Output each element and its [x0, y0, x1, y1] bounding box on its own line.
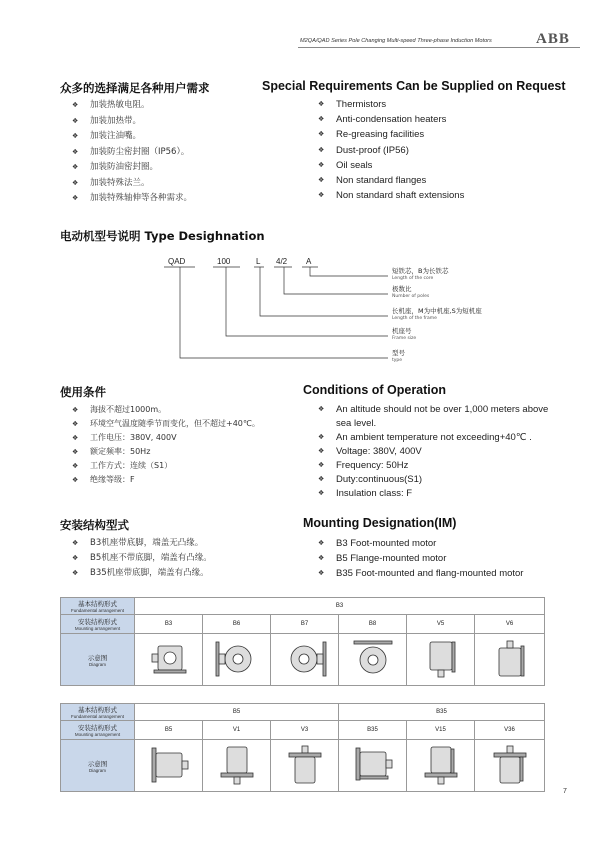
mounting-title-en: Mounting Designation(IM)	[303, 516, 457, 530]
t1-col-b3: B3	[135, 615, 203, 634]
diagram-b8-icon	[339, 634, 407, 686]
list-item: ❖ Thermistors	[318, 97, 464, 112]
type-label-type: 型号 type	[392, 349, 405, 363]
t2-col-b5: B5	[135, 721, 203, 740]
list-item: ❖ 工作方式：连续（S1）	[72, 459, 282, 473]
list-item: ❖ 环境空气温度随季节而变化，但不超过+40℃。	[72, 417, 282, 431]
list-item: ❖ An ambient temperature not exceeding+40℃ .	[318, 431, 553, 445]
special-title-cn: 众多的选择满足各种用户需求	[60, 81, 210, 95]
list-item: ❖ 工作电压：380V, 400V	[72, 431, 282, 445]
type-code-core: A	[306, 257, 312, 266]
conditions-list-cn	[72, 403, 282, 487]
t1-col-v5: V5	[407, 615, 475, 634]
list-item: ❖ Voltage: 380V, 400V	[318, 445, 553, 459]
mounting-table-b5-b35	[60, 703, 545, 792]
diagram-b3-icon	[135, 634, 203, 686]
t2-col-v1: V1	[203, 721, 271, 740]
type-label-frame-size: 机座号 Frame size	[392, 327, 417, 341]
t2-col-b35: B35	[339, 721, 407, 740]
diagram-b35-icon	[339, 740, 407, 792]
conditions-title-cn: 使用条件	[60, 385, 106, 399]
list-item: ❖ Duty:continuous(S1)	[318, 473, 553, 487]
list-item: ❖ B3机座带底脚，端盖无凸缘。	[72, 536, 212, 551]
diagram-v15-icon	[407, 740, 475, 792]
list-item: ❖ Dust-proof (IP56)	[318, 143, 464, 158]
t1-group-b3: B3	[135, 598, 545, 615]
type-code-poles: 4/2	[276, 257, 288, 266]
t1-col-v6: V6	[475, 615, 545, 634]
diagram-v1-icon	[203, 740, 271, 792]
special-title-en: Special Requirements Can be Supplied on Request	[262, 79, 566, 93]
list-item: ❖ Non standard flanges	[318, 173, 464, 188]
t1-row-mounting-label: 安装结构形式 Mounting arrangement	[61, 615, 135, 634]
t1-col-b6: B6	[203, 615, 271, 634]
mounting-title-cn: 安装结构型式	[60, 518, 129, 532]
t1-row-diagram-label: 示意图 Diagram	[61, 634, 135, 686]
list-item: ❖ B5机座不带底脚，端盖有凸缘。	[72, 551, 212, 566]
t2-col-v15: V15	[407, 721, 475, 740]
list-item: ❖ B35 Foot-mounted and flang-mounted motor	[318, 566, 523, 581]
list-item: ❖ Insulation class: F	[318, 487, 553, 501]
abb-logo: ABB	[536, 31, 570, 47]
t2-group-b5: B5	[135, 704, 339, 721]
t2-row-diagram-label: 示意图 Diagram	[61, 740, 135, 792]
type-code-qad: QAD	[168, 257, 186, 266]
type-label-poles: 极数比 Number of poles	[392, 285, 430, 299]
t1-row-fundamental-label: 基本结构形式 Fundamental arrangement	[61, 598, 135, 615]
list-item: ❖ 加装防油密封圈。	[72, 160, 192, 176]
list-item: ❖ B5 Flange-mounted motor	[318, 551, 523, 566]
type-title: 电动机型号说明 Type Desighnation	[60, 229, 265, 243]
t2-col-v36: V36	[475, 721, 545, 740]
diagram-v36-icon	[475, 740, 545, 792]
diagram-v3-icon	[271, 740, 339, 792]
list-item: ❖ Frequency: 50Hz	[318, 459, 553, 473]
list-item: ❖ Re-greasing facilities	[318, 127, 464, 142]
list-item: ❖ 海拔不超过1000m。	[72, 403, 282, 417]
t2-row-fundamental-label: 基本结构形式 Fundamental arrangement	[61, 704, 135, 721]
type-label-core: 短铁芯，B为长铁芯 Length of the core	[392, 267, 449, 281]
list-item: ❖ B35机座带底脚，端盖有凸缘。	[72, 566, 212, 581]
t2-row-mounting-label: 安装结构形式 Mounting arrangement	[61, 721, 135, 740]
list-item: ❖ 绝缘等级：F	[72, 473, 282, 487]
conditions-title-en: Conditions of Operation	[303, 383, 447, 397]
mounting-list-en	[318, 536, 523, 581]
type-label-frame-length: 长机座，M为中机座,S为短机座 Length of the frame	[392, 307, 482, 321]
list-item: ❖ 加装特殊法兰。	[72, 176, 192, 192]
t2-group-b35: B35	[339, 704, 545, 721]
list-item: ❖ 额定频率：50Hz	[72, 445, 282, 459]
diagram-b5-icon	[135, 740, 203, 792]
list-item: ❖ 加装加热带。	[72, 114, 192, 130]
mounting-table-b3	[60, 597, 545, 686]
t2-col-v3: V3	[271, 721, 339, 740]
diagram-v5-icon	[407, 634, 475, 686]
list-item: ❖ An altitude should not be over 1,000 meters above sea level.	[318, 403, 553, 431]
diagram-b6-icon	[203, 634, 271, 686]
list-item: ❖ Anti-condensation heaters	[318, 112, 464, 127]
list-item: ❖ B3 Foot-mounted motor	[318, 536, 523, 551]
type-code-length: L	[256, 257, 261, 266]
type-code-frame: 100	[217, 257, 231, 266]
diagram-b7-icon	[271, 634, 339, 686]
list-item: ❖ Oil seals	[318, 158, 464, 173]
page-number: 7	[563, 788, 567, 795]
list-item: ❖ Non standard shaft extensions	[318, 188, 464, 203]
header-title: M2QA/QAD Series Pole Changing Multi-speed Three-phase Induction Motors	[300, 38, 492, 44]
list-item: ❖ 加装注油嘴。	[72, 129, 192, 145]
list-item: ❖ 加装热敏电阻。	[72, 98, 192, 114]
t1-col-b8: B8	[339, 615, 407, 634]
list-item: ❖ 加装特殊轴伸等各种需求。	[72, 191, 192, 207]
list-item: ❖ 加装防尘密封圈（IP56）。	[72, 145, 192, 161]
conditions-list-en	[318, 403, 553, 501]
diagram-v6-icon	[475, 634, 545, 686]
t1-col-b7: B7	[271, 615, 339, 634]
mounting-list-cn	[72, 536, 212, 581]
